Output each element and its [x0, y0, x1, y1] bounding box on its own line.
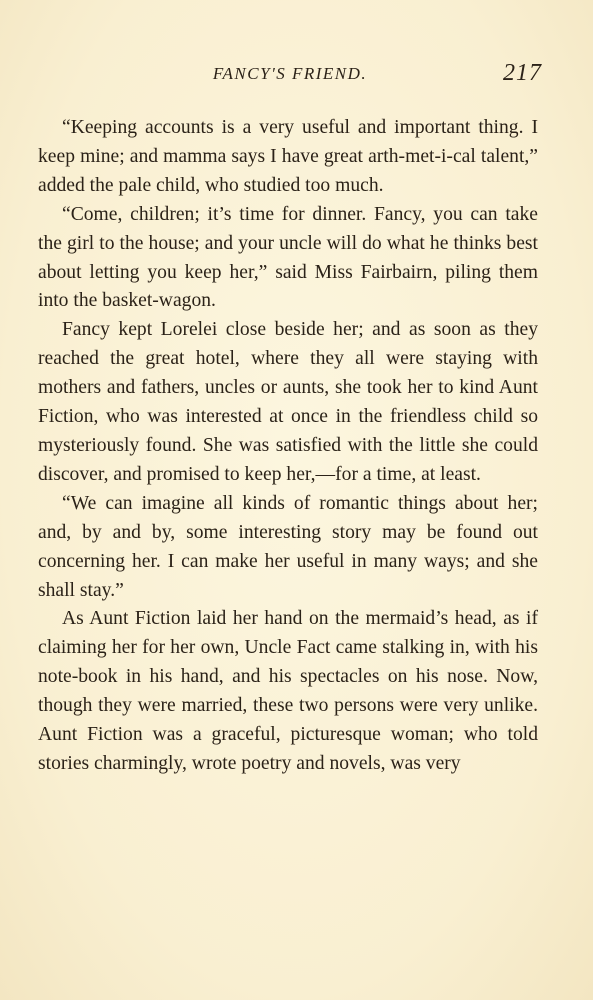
paragraph: “Come, children; it’s time for dinner. Fancy, you can take the girl to the house; and your uncle will do what he thinks best about letting you keep her,” said Miss Fairbairn, piling them into the basket-wagon.	[38, 203, 538, 312]
paragraph: “We can imagine all kinds of romantic things about her; and, by and by, some interesting story may be found out concerning her. I can make her useful in many ways; and she shall stay.”	[38, 492, 538, 601]
running-title: FANCY'S FRIEND.	[212, 64, 368, 83]
page-number: 217	[503, 60, 542, 86]
page-header	[38, 62, 542, 92]
paragraph: As Aunt Fiction laid her hand on the mermaid’s head, as if claiming her for her own, Uncle Fact came stalking in, with his note-book in his hand, and his spectacles on his nose. Now, though they were married, these two persons were very unlike. Aunt Fiction was a graceful, picturesque woman; who told stories charmingly, wrote poetry and novels, was very	[38, 608, 538, 774]
paragraph: “Keeping accounts is a very useful and important thing. I keep mine; and mamma says I have great arth-met-i-cal talent,” added the pale child, who studied too much.	[38, 117, 538, 196]
body-text	[38, 114, 538, 779]
paragraph: Fancy kept Lorelei close beside her; and as soon as they reached the great hotel, where they all were staying with mothers and fathers, uncles or aunts, she took her to kind Aunt Fiction, who was interested at once in the friendless child so mysteriously found. She was satisfied with the little she could discover, and promised to keep her,—for a time, at least.	[38, 319, 538, 485]
